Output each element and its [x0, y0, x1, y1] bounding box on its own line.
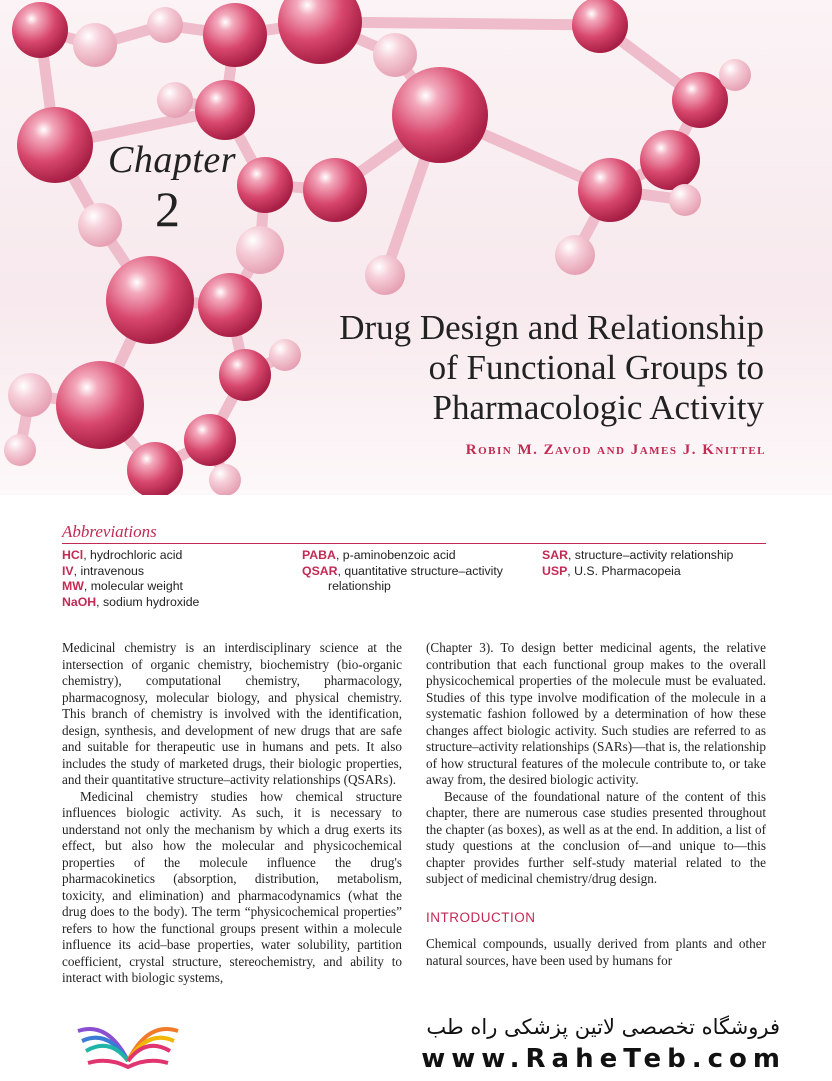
abbreviations-heading: Abbreviations [62, 522, 157, 541]
abbreviation-item: MW, molecular weight [62, 579, 183, 593]
molecule-atom [303, 158, 367, 222]
molecule-atom [203, 3, 267, 67]
molecule-atom [4, 434, 36, 466]
molecule-atom [365, 255, 405, 295]
chapter-hero-illustration [0, 0, 832, 495]
molecule-atom [195, 80, 255, 140]
molecule-atom [236, 226, 284, 274]
body-column-left [62, 640, 402, 987]
molecule-atom [278, 0, 362, 64]
abbreviation-continuation: relationship [328, 579, 391, 593]
molecule-atom [672, 72, 728, 128]
abbreviation-item: QSAR, quantitative structure–activity [302, 563, 503, 578]
watermark-footer [0, 995, 832, 1080]
book-logo [68, 1001, 188, 1081]
abbreviation-item: IV, intravenous [62, 563, 145, 578]
body-paragraph: Chemical compounds, usually derived from plants and other natural sources, have been used by humans for [426, 936, 766, 968]
molecule-atom [157, 82, 193, 118]
molecule-atom [56, 361, 144, 449]
molecule-atom [578, 158, 642, 222]
abbreviation-item: HCl, hydrochloric acid [62, 548, 183, 562]
shop-url: www.RaheTeb.com [421, 1044, 786, 1074]
molecule-bond [320, 22, 600, 25]
abbreviation-item: NaOH, sodium hydroxide [62, 594, 200, 609]
body-paragraph: (Chapter 3). To design better medicinal agents, the relative contribution that each functional group makes to the overall physicochemical properties of the molecule must be evaluated. Studies of this type involve modification of the molecule in a systematic fashion followed by a determination of how these changes affect biologic activity. Such studies are referred to as structure–activity relationships (SARs)—that is, the relationship of how structural features of the molecule contribute to, or take away from, the desired biologic activity. [426, 640, 766, 787]
molecule-atom [237, 157, 293, 213]
molecule-atom [555, 235, 595, 275]
molecule-atom [73, 23, 117, 67]
abbreviation-item: PABA, p-aminobenzoic acid [302, 548, 456, 562]
molecule-atom [209, 464, 241, 495]
chapter-number: 2 [155, 181, 180, 237]
molecule-atom [17, 107, 93, 183]
body-paragraph: Medicinal chemistry studies how chemical structure influences biologic activity. As such, it is necessary to understand not only the mechanism by which a drug exerts its effect, but also how the molecular and physicochemical properties of the molecule influence the drug's pharmacokinetics (absorption, distribution, metabolism, toxicity, and elimination) and pharmacodynamics (what the drug does to the body). The term “physicochemical properties” refers to how the functional groups present within a molecule influence its acid–base properties, water solubility, partition coefficient, crystal structure, stereochemistry, and ability to interact with biologic systems, [62, 788, 402, 985]
molecule-atom [392, 67, 488, 163]
abbreviation-item: USP, U.S. Pharmacopeia [542, 563, 681, 578]
title-line: Drug Design and Relationship [339, 308, 764, 347]
body-paragraph: Medicinal chemistry is an interdisciplinary science at the intersection of organic chemistry, biochemistry (bio-organic chemistry), computational chemistry, pharmacology, pharmacognosy, molecular biology, and physical chemistry. This branch of chemistry is involved with the identification, design, synthesis, and development of new drugs that are safe and suitable for therapeutic use in humans and pets. It also includes the study of marketed drugs, their biologic properties, and their quantitative structure–activity relationships (QSARs). [62, 640, 402, 787]
molecule-atom [12, 2, 68, 58]
chapter-title [204, 308, 764, 428]
shop-name: فروشگاه تخصصی لاتین پزشکی راه طب [426, 1015, 780, 1039]
abbreviations-column-2 [302, 548, 503, 595]
title-line: Pharmacologic Activity [432, 388, 764, 427]
abbreviations-divider [62, 543, 766, 544]
molecule-atom [640, 130, 700, 190]
body-column-right [426, 640, 766, 969]
molecule-atom [8, 373, 52, 417]
molecule-atom [147, 7, 183, 43]
abbreviations-column-3 [542, 548, 733, 579]
title-line: of Functional Groups to [428, 348, 764, 387]
molecule-atom [669, 184, 701, 216]
body-paragraph: Because of the foundational nature of the content of this chapter, there are numerous case studies presented throughout the chapter (as boxes), as well as at the end. In addition, a list of study questions at the conclusion of—and unique to—this chapter provides further self-study material related to the subject of medicinal chemistry/drug design. [426, 788, 766, 886]
section-heading: INTRODUCTION [426, 909, 536, 925]
chapter-label: Chapter [108, 139, 237, 181]
molecule-atom [719, 59, 751, 91]
molecule-atom [106, 256, 194, 344]
molecule-atom [78, 203, 122, 247]
abbreviation-item: SAR, structure–activity relationship [542, 548, 734, 562]
molecule-atom [373, 33, 417, 77]
abbreviations-column-1 [62, 548, 199, 610]
chapter-authors: Robin M. Zavod and James J. Knittel [465, 442, 766, 458]
